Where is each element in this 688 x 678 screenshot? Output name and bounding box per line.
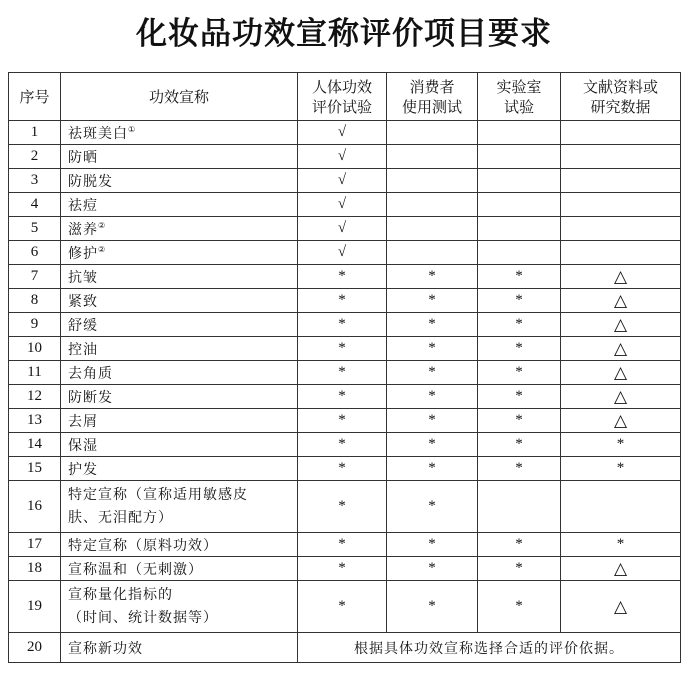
header-literature: 文献资料或 研究数据 xyxy=(561,73,681,121)
cell-consumer-test: * xyxy=(387,313,478,337)
cell-literature xyxy=(561,121,681,145)
header-row xyxy=(9,73,681,121)
cell-evaluation-basis: 根据具体功效宣称选择合适的评价依据。 xyxy=(298,633,681,663)
row-number: 9 xyxy=(9,313,61,337)
table-row xyxy=(9,361,681,385)
cell-human-test: * xyxy=(298,337,387,361)
row-number: 6 xyxy=(9,241,61,265)
row-claim xyxy=(61,457,298,481)
row-claim-text: 祛痘 xyxy=(68,197,98,214)
cell-literature: △ xyxy=(561,265,681,289)
row-claim: 宣称温和（无刺激） xyxy=(61,557,298,581)
cell-consumer-test xyxy=(387,169,478,193)
row-claim xyxy=(61,409,298,433)
table-row xyxy=(9,313,681,337)
cell-human-test: * xyxy=(298,557,387,581)
cell-consumer-test xyxy=(387,241,478,265)
table-row xyxy=(9,289,681,313)
row-number: 2 xyxy=(9,145,61,169)
row-claim-text: 保湿 xyxy=(68,437,98,454)
cell-lab-test xyxy=(478,121,561,145)
cell-lab-test: * xyxy=(478,265,561,289)
row-claim xyxy=(61,337,298,361)
cell-lab-test: * xyxy=(478,289,561,313)
row-number: 8 xyxy=(9,289,61,313)
row-number: 17 xyxy=(9,533,61,557)
header-consumer-test: 消费者 使用测试 xyxy=(387,73,478,121)
cell-lab-test: * xyxy=(478,409,561,433)
row-claim: 特定宣称（原料功效） xyxy=(61,533,298,557)
header-lab-test: 实验室 试验 xyxy=(478,73,561,121)
row-claim xyxy=(61,361,298,385)
table-row xyxy=(9,457,681,481)
cell-literature xyxy=(561,193,681,217)
row-number: 11 xyxy=(9,361,61,385)
cell-lab-test xyxy=(478,169,561,193)
table-body xyxy=(9,121,681,481)
table-row xyxy=(9,409,681,433)
row-claim xyxy=(61,193,298,217)
cell-literature: △ xyxy=(561,409,681,433)
table-row xyxy=(9,217,681,241)
cell-lab-test xyxy=(478,193,561,217)
cell-consumer-test: * xyxy=(387,265,478,289)
cell-lab-test xyxy=(478,481,561,533)
row-number: 19 xyxy=(9,581,61,633)
cell-lab-test: * xyxy=(478,581,561,633)
table-row xyxy=(9,193,681,217)
cell-literature xyxy=(561,241,681,265)
table-row xyxy=(9,385,681,409)
cell-literature: △ xyxy=(561,313,681,337)
cell-literature xyxy=(561,481,681,533)
evaluation-table xyxy=(8,72,681,663)
cell-literature: * xyxy=(561,433,681,457)
cell-literature: △ xyxy=(561,337,681,361)
row-claim xyxy=(61,121,298,145)
cell-literature: △ xyxy=(561,361,681,385)
cell-consumer-test xyxy=(387,145,478,169)
row-claim-text: 去角质 xyxy=(68,365,113,382)
row-number: 13 xyxy=(9,409,61,433)
row-claim-text: 防晒 xyxy=(68,149,98,166)
cell-human-test: √ xyxy=(298,217,387,241)
row-number: 7 xyxy=(9,265,61,289)
row-claim-text: 舒缓 xyxy=(68,317,98,334)
cell-literature: △ xyxy=(561,557,681,581)
footnote-marker: ② xyxy=(98,244,107,254)
footnote-marker: ① xyxy=(128,124,137,134)
row-claim-text: 去屑 xyxy=(68,413,98,430)
cell-literature xyxy=(561,145,681,169)
row-number: 14 xyxy=(9,433,61,457)
cell-consumer-test: * xyxy=(387,361,478,385)
table-row xyxy=(9,241,681,265)
row-claim: 宣称量化指标的 （时间、统计数据等） xyxy=(61,581,298,633)
cell-literature: △ xyxy=(561,385,681,409)
cell-human-test: √ xyxy=(298,241,387,265)
header-no: 序号 xyxy=(9,73,61,121)
cell-human-test: * xyxy=(298,581,387,633)
row-claim-text: 控油 xyxy=(68,341,98,358)
cell-literature: * xyxy=(561,457,681,481)
row-claim xyxy=(61,289,298,313)
cell-consumer-test: * xyxy=(387,533,478,557)
row-claim-text: 抗皱 xyxy=(68,269,98,286)
cell-consumer-test: * xyxy=(387,481,478,533)
cell-human-test: * xyxy=(298,533,387,557)
cell-consumer-test: * xyxy=(387,289,478,313)
cell-lab-test xyxy=(478,217,561,241)
row-claim-text: 护发 xyxy=(68,461,98,478)
cell-consumer-test: * xyxy=(387,337,478,361)
cell-human-test: * xyxy=(298,361,387,385)
cell-human-test: √ xyxy=(298,145,387,169)
cell-lab-test: * xyxy=(478,385,561,409)
row-claim-text: 滋养 xyxy=(68,221,98,238)
row-number: 10 xyxy=(9,337,61,361)
table-row xyxy=(9,581,681,633)
table-row xyxy=(9,433,681,457)
cell-human-test: √ xyxy=(298,169,387,193)
table-row xyxy=(9,121,681,145)
row-claim xyxy=(61,433,298,457)
table-row xyxy=(9,169,681,193)
row-claim-text: 防断发 xyxy=(68,389,113,406)
row-number: 4 xyxy=(9,193,61,217)
cell-human-test: * xyxy=(298,409,387,433)
row-number: 16 xyxy=(9,481,61,533)
row-number: 15 xyxy=(9,457,61,481)
cell-literature xyxy=(561,217,681,241)
cell-human-test: √ xyxy=(298,193,387,217)
cell-lab-test xyxy=(478,241,561,265)
cell-literature: * xyxy=(561,533,681,557)
row-number: 20 xyxy=(9,633,61,663)
header-claim: 功效宣称 xyxy=(61,73,298,121)
footnote-marker: ② xyxy=(98,220,107,230)
row-claim: 特定宣称（宣称适用敏感皮 肤、无泪配方） xyxy=(61,481,298,533)
cell-human-test: * xyxy=(298,433,387,457)
cell-consumer-test: * xyxy=(387,433,478,457)
table-body-special xyxy=(9,481,681,663)
page-title: 化妆品功效宣称评价项目要求 xyxy=(136,16,552,52)
cell-consumer-test: * xyxy=(387,457,478,481)
cell-human-test: * xyxy=(298,457,387,481)
row-claim xyxy=(61,145,298,169)
row-claim-text: 修护 xyxy=(68,245,98,262)
cell-consumer-test: * xyxy=(387,581,478,633)
cell-human-test: * xyxy=(298,481,387,533)
row-claim xyxy=(61,313,298,337)
row-number: 5 xyxy=(9,217,61,241)
cell-human-test: * xyxy=(298,265,387,289)
table-row xyxy=(9,145,681,169)
row-claim-text: 紧致 xyxy=(68,293,98,310)
cell-literature: △ xyxy=(561,289,681,313)
table-row xyxy=(9,337,681,361)
row-number: 18 xyxy=(9,557,61,581)
cell-lab-test: * xyxy=(478,337,561,361)
header-human-test: 人体功效 评价试验 xyxy=(298,73,387,121)
cell-human-test: * xyxy=(298,313,387,337)
row-number: 12 xyxy=(9,385,61,409)
cell-lab-test: * xyxy=(478,557,561,581)
cell-lab-test: * xyxy=(478,433,561,457)
cell-consumer-test: * xyxy=(387,557,478,581)
cell-consumer-test xyxy=(387,217,478,241)
row-claim-text: 祛斑美白 xyxy=(68,125,128,142)
row-claim xyxy=(61,217,298,241)
cell-consumer-test xyxy=(387,121,478,145)
table-row xyxy=(9,633,681,663)
cell-literature: △ xyxy=(561,581,681,633)
row-number: 1 xyxy=(9,121,61,145)
row-claim: 宣称新功效 xyxy=(61,633,298,663)
cell-lab-test: * xyxy=(478,533,561,557)
cell-lab-test: * xyxy=(478,457,561,481)
cell-literature xyxy=(561,169,681,193)
table-row xyxy=(9,533,681,557)
cell-consumer-test xyxy=(387,193,478,217)
cell-human-test: * xyxy=(298,385,387,409)
row-claim xyxy=(61,241,298,265)
cell-lab-test xyxy=(478,145,561,169)
row-number: 3 xyxy=(9,169,61,193)
row-claim xyxy=(61,265,298,289)
table-row xyxy=(9,265,681,289)
table-row xyxy=(9,481,681,533)
row-claim xyxy=(61,169,298,193)
table-row xyxy=(9,557,681,581)
row-claim-text: 防脱发 xyxy=(68,173,113,190)
cell-lab-test: * xyxy=(478,313,561,337)
cell-lab-test: * xyxy=(478,361,561,385)
cell-consumer-test: * xyxy=(387,409,478,433)
cell-human-test: * xyxy=(298,289,387,313)
cell-human-test: √ xyxy=(298,121,387,145)
cell-consumer-test: * xyxy=(387,385,478,409)
row-claim xyxy=(61,385,298,409)
